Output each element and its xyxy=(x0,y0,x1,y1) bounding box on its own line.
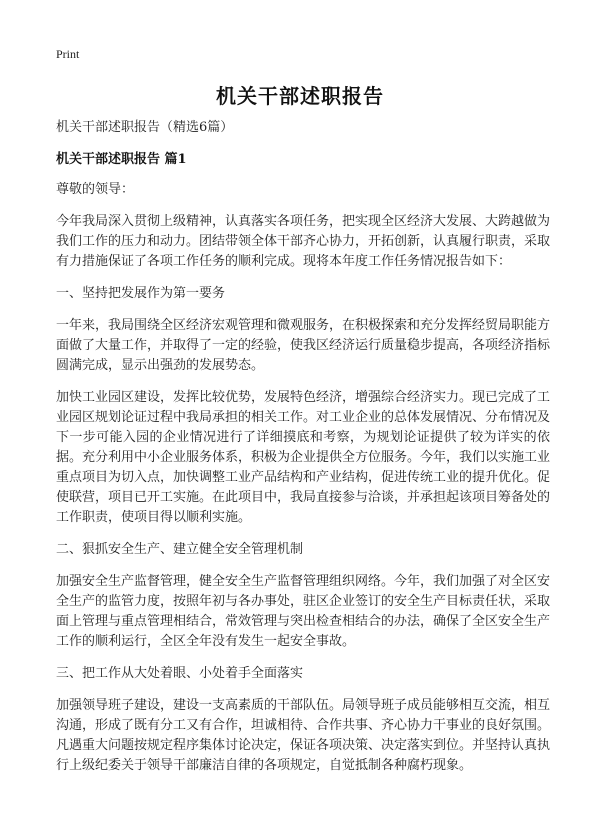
section-1-paragraph-2: 加快工业园区建设，发挥比较优势，发展特色经济，增强综合经济实力。现已完成了工业园区规划论证过程中我局承担的相关工作。对工业企业的总体发展情况、分布情况及下一步可能入园的企业情况进行了详细摸底和考察，为规划论证提供了较为详实的依据。充分利用中小企业服务体系，积极为企业提供全方位服务。今年，我们以实施工业重点项目为切入点，加快调整工业产品结构和产业结构，促进传统工业的提升优化。促使联营，项目已开工实施。在此项目中，我局直接参与洽谈，并承担起该项目筹备处的工作职责，使项目得以顺利实施。 xyxy=(56,390,551,525)
document-body xyxy=(56,118,550,788)
section-2-paragraph-1: 加强安全生产监督管理，健全安全生产监督管理组织网络。今年，我们加强了对全区安全生产的监管力度，按照年初与各办事处，驻区企业签订的安全生产目标责任状，采取面上管理与重点管理相结合，常效管理与突出检查相结合的办法，确保了全区安全生产工作的顺利运行，全区全年没有发生一起安全事故。 xyxy=(56,574,551,649)
section-heading-1: 一、坚持把发展作为第一要务 xyxy=(56,286,226,301)
section-heading-3: 三、把工作从大处着眼、小处着手全面落实 xyxy=(56,666,304,681)
section-heading-2: 二、狠抓安全生产、建立健全安全管理机制 xyxy=(56,542,304,557)
salutation: 尊敬的领导： xyxy=(56,182,135,197)
document-title: 机关干部述职报告 xyxy=(216,84,384,108)
document-subtitle: 机关干部述职报告（精选6篇） xyxy=(56,120,234,135)
section-3-paragraph-1: 加强领导班子建设，建设一支高素质的干部队伍。局领导班子成员能够相互交流，相互沟通，形成了既有分工又有合作，坦诚相待、合作共事、齐心协力干事业的良好氛围。凡遇重大问题按规定程序集体讨论决定，保证各项决策、决定落实到位。并坚持认真执行上级纪委关于领导干部廉洁自律的各项规定，自觉抵制各种腐朽现象。 xyxy=(56,698,551,773)
section-1-paragraph-1: 一年来，我局围绕全区经济宏观管理和微观服务，在积极探索和充分发挥经贸局职能方面做了大量工作，并取得了一定的经验，使我区经济运行质量稳步提高，各项经济指标圆满完成，显示出强劲的发展势态。 xyxy=(56,318,551,373)
chapter-title: 机关干部述职报告 篇1 xyxy=(56,152,187,167)
print-link[interactable]: Print xyxy=(56,47,80,61)
intro-paragraph: 今年我局深入贯彻上级精神，认真落实各项任务，把实现全区经济大发展、大跨越做为我们工作的压力和动力。团结带领全体干部齐心协力，开拓创新，认真履行职责，采取有力措施保证了各项工作任务的顺利完成。现将本年度工作任务情况报告如下： xyxy=(56,214,551,269)
